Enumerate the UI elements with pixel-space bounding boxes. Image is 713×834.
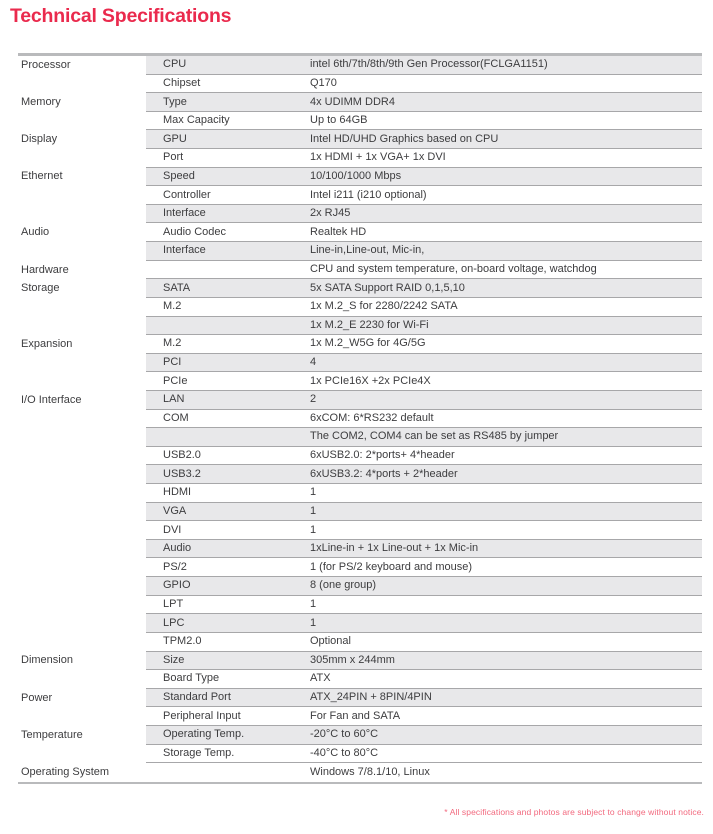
value-cell: 1xLine-in + 1x Line-out + 1x Mic-in <box>310 542 479 555</box>
label-cell: DVI <box>163 523 182 536</box>
value-cell: For Fan and SATA <box>310 709 401 722</box>
value-cell: Q170 <box>310 76 337 89</box>
label-cell: Audio <box>163 542 192 555</box>
label-cell: Port <box>163 151 184 164</box>
row-content <box>146 335 702 354</box>
label-cell: Interface <box>163 244 206 257</box>
value-cell: 1 <box>310 597 317 610</box>
value-cell: The COM2, COM4 can be set as RS485 by jumper <box>310 430 559 443</box>
category-cell: Power <box>21 691 53 704</box>
category-cell <box>18 707 146 726</box>
table-row <box>18 149 702 168</box>
row-content <box>146 558 702 577</box>
table-row <box>18 689 702 708</box>
category-cell <box>18 428 146 447</box>
category-cell <box>18 410 146 429</box>
label-cell: Interface <box>163 207 206 220</box>
row-content <box>146 317 702 336</box>
value-cell: intel 6th/7th/8th/9th Gen Processor(FCLGA1151) <box>310 58 548 71</box>
value-cell: 2x RJ45 <box>310 207 351 220</box>
value-cell: 10/100/1000 Mbps <box>310 169 402 182</box>
spec-table <box>18 53 702 784</box>
value-cell: Realtek HD <box>310 225 367 238</box>
row-content <box>146 410 702 429</box>
table-row <box>18 763 702 782</box>
table-row <box>18 410 702 429</box>
table-row <box>18 633 702 652</box>
row-content <box>146 205 702 224</box>
table-row <box>18 726 702 745</box>
label-cell <box>146 763 310 782</box>
label-cell: Storage Temp. <box>163 746 235 759</box>
row-content <box>146 652 702 671</box>
label-cell: Max Capacity <box>163 114 230 127</box>
value-cell: 6xUSB3.2: 4*ports + 2*header <box>310 467 458 480</box>
row-content <box>146 279 702 298</box>
row-content <box>146 428 702 447</box>
row-content <box>146 56 702 75</box>
row-content <box>146 354 702 373</box>
label-cell: VGA <box>163 504 187 517</box>
value-cell: 1 <box>310 486 317 499</box>
label-cell: GPIO <box>163 579 191 592</box>
category-cell <box>18 186 146 205</box>
table-row <box>18 261 702 280</box>
table-row <box>18 186 702 205</box>
value-cell: Intel HD/UHD Graphics based on CPU <box>310 132 499 145</box>
category-cell <box>18 521 146 540</box>
table-row <box>18 354 702 373</box>
value-cell: 1x M.2_E 2230 for Wi-Fi <box>310 318 429 331</box>
footnote: * All specifications and photos are subject to change without notice. <box>444 807 704 817</box>
value-cell: 1x M.2_W5G for 4G/5G <box>310 337 426 350</box>
row-content <box>146 503 702 522</box>
table-row <box>18 372 702 391</box>
label-cell: USB3.2 <box>163 467 201 480</box>
table-row <box>18 56 702 75</box>
row-content <box>146 707 702 726</box>
row-content <box>146 763 702 782</box>
category-cell <box>18 745 146 764</box>
label-cell: Speed <box>163 169 195 182</box>
label-cell: M.2 <box>163 300 182 313</box>
table-row <box>18 391 702 410</box>
table-row <box>18 242 702 261</box>
table-row <box>18 577 702 596</box>
category-cell <box>18 242 146 261</box>
value-cell: Optional <box>310 635 351 648</box>
table-row <box>18 93 702 112</box>
table-row <box>18 168 702 187</box>
row-content <box>146 261 702 280</box>
value-cell: 2 <box>310 393 317 406</box>
category-cell <box>18 540 146 559</box>
table-row <box>18 205 702 224</box>
category-cell: Dimension <box>21 654 73 667</box>
value-cell: 1 (for PS/2 keyboard and mouse) <box>310 560 473 573</box>
value-cell: -40°C to 80°C <box>310 746 379 759</box>
row-content <box>146 577 702 596</box>
table-row <box>18 130 702 149</box>
table-row <box>18 670 702 689</box>
category-cell <box>18 205 146 224</box>
row-content <box>146 745 702 764</box>
row-content <box>146 391 702 410</box>
category-cell: I/O Interface <box>21 393 82 406</box>
table-row <box>18 745 702 764</box>
table-row <box>18 298 702 317</box>
category-cell: Processor <box>21 58 71 71</box>
value-cell: 1 <box>310 504 317 517</box>
category-cell <box>18 614 146 633</box>
row-content <box>146 112 702 131</box>
row-content <box>146 726 702 745</box>
label-cell: M.2 <box>163 337 182 350</box>
table-row <box>18 223 702 242</box>
value-cell: 4x UDIMM DDR4 <box>310 95 395 108</box>
category-cell: Ethernet <box>21 170 63 183</box>
value-cell: CPU and system temperature, on-board voltage, watchdog <box>310 263 597 275</box>
value-cell: 5x SATA Support RAID 0,1,5,10 <box>310 281 465 294</box>
row-content <box>146 75 702 94</box>
category-cell: Memory <box>21 96 61 109</box>
label-cell <box>146 261 310 279</box>
label-cell: Audio Codec <box>163 225 226 238</box>
category-cell: Audio <box>21 226 50 239</box>
table-row <box>18 317 702 336</box>
page-title: Technical Specifications <box>10 5 232 27</box>
row-content <box>146 149 702 168</box>
label-cell: Chipset <box>163 76 201 89</box>
value-cell: 1x HDMI + 1x VGA+ 1x DVI <box>310 151 446 164</box>
label-cell: Standard Port <box>163 691 231 704</box>
table-row <box>18 521 702 540</box>
label-cell: Size <box>163 653 185 666</box>
label-cell: Peripheral Input <box>163 709 241 722</box>
label-cell <box>146 428 310 446</box>
value-cell: 1x PCIe16X +2x PCIe4X <box>310 374 431 387</box>
category-cell <box>18 354 146 373</box>
row-content <box>146 223 702 242</box>
value-cell: -20°C to 60°C <box>310 728 379 741</box>
value-cell: 6xUSB2.0: 2*ports+ 4*header <box>310 449 455 462</box>
label-cell: SATA <box>163 281 191 294</box>
row-content <box>146 670 702 689</box>
category-cell: Expansion <box>21 337 73 350</box>
value-cell: 4 <box>310 356 317 369</box>
label-cell: LPT <box>163 597 184 610</box>
label-cell: USB2.0 <box>163 449 201 462</box>
table-row <box>18 614 702 633</box>
table-row <box>18 596 702 615</box>
label-cell: COM <box>163 411 189 424</box>
row-content <box>146 242 702 261</box>
label-cell: TPM2.0 <box>163 635 202 648</box>
category-cell <box>18 633 146 652</box>
value-cell: 305mm x 244mm <box>310 653 395 666</box>
row-content <box>146 521 702 540</box>
table-row <box>18 652 702 671</box>
table-row <box>18 540 702 559</box>
label-cell: PS/2 <box>163 560 187 573</box>
category-cell: Operating System <box>21 765 110 778</box>
label-cell: CPU <box>163 58 187 71</box>
row-content <box>146 633 702 652</box>
value-cell: Up to 64GB <box>310 114 368 127</box>
category-cell <box>18 447 146 466</box>
table-row <box>18 707 702 726</box>
category-cell <box>18 112 146 131</box>
table-row <box>18 484 702 503</box>
value-cell: Windows 7/8.1/10, Linux <box>310 765 430 778</box>
row-content <box>146 614 702 633</box>
value-cell: 6xCOM: 6*RS232 default <box>310 411 434 424</box>
category-cell <box>18 577 146 596</box>
category-cell <box>18 503 146 522</box>
category-cell <box>18 372 146 391</box>
label-cell: Controller <box>163 188 211 201</box>
category-cell <box>18 149 146 168</box>
category-cell: Display <box>21 133 58 146</box>
value-cell: 8 (one group) <box>310 579 377 592</box>
table-row <box>18 112 702 131</box>
label-cell: LAN <box>163 393 185 406</box>
row-content <box>146 186 702 205</box>
table-row <box>18 335 702 354</box>
row-content <box>146 93 702 112</box>
value-cell: 1 <box>310 616 317 629</box>
table-row <box>18 558 702 577</box>
table-row <box>18 465 702 484</box>
label-cell: Type <box>163 95 187 108</box>
category-cell <box>18 317 146 336</box>
table-row <box>18 279 702 298</box>
label-cell: PCIe <box>163 374 188 387</box>
row-content <box>146 372 702 391</box>
value-cell: 1x M.2_S for 2280/2242 SATA <box>310 300 458 313</box>
value-cell: Line-in,Line-out, Mic-in, <box>310 244 425 257</box>
category-cell <box>18 484 146 503</box>
label-cell: HDMI <box>163 486 192 499</box>
row-content <box>146 447 702 466</box>
table-row <box>18 75 702 94</box>
label-cell: GPU <box>163 132 187 145</box>
value-cell: Intel i211 (i210 optional) <box>310 188 427 201</box>
value-cell: ATX_24PIN + 8PIN/4PIN <box>310 691 432 704</box>
category-cell: Storage <box>21 282 60 295</box>
category-cell <box>18 465 146 484</box>
category-cell: Temperature <box>21 728 83 741</box>
row-content <box>146 540 702 559</box>
row-content <box>146 689 702 708</box>
value-cell: ATX <box>310 672 331 685</box>
row-content <box>146 596 702 615</box>
row-content <box>146 484 702 503</box>
category-cell <box>18 75 146 94</box>
table-row <box>18 503 702 522</box>
label-cell <box>146 317 310 335</box>
table-row <box>18 447 702 466</box>
label-cell: PCI <box>163 356 182 369</box>
row-content <box>146 298 702 317</box>
value-cell: 1 <box>310 523 317 536</box>
row-content <box>146 168 702 187</box>
row-content <box>146 465 702 484</box>
label-cell: LPC <box>163 616 185 629</box>
label-cell: Operating Temp. <box>163 728 245 741</box>
category-cell <box>18 670 146 689</box>
category-cell <box>18 298 146 317</box>
row-content <box>146 130 702 149</box>
label-cell: Board Type <box>163 672 220 685</box>
table-row <box>18 428 702 447</box>
category-cell: Hardware <box>21 263 69 276</box>
category-cell <box>18 558 146 577</box>
category-cell <box>18 596 146 615</box>
